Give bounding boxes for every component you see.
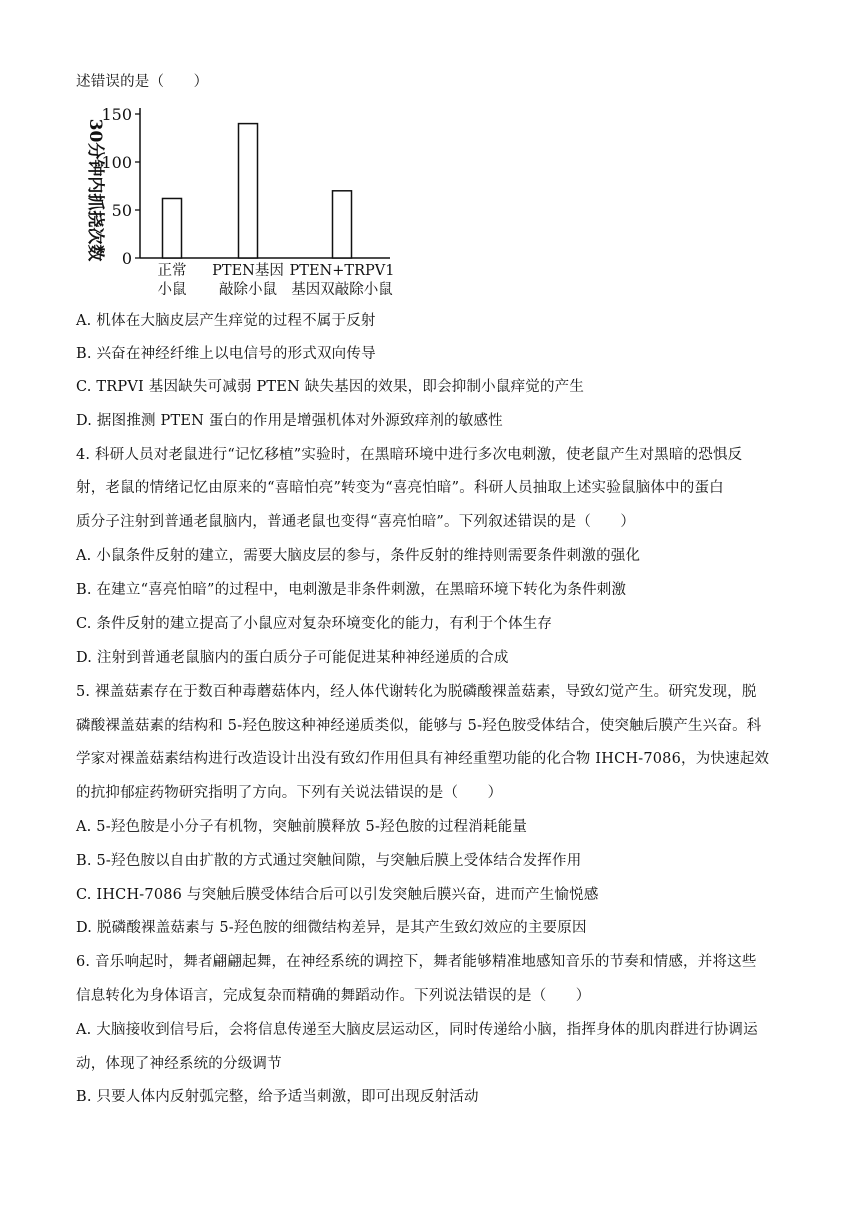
q4-stem-line: 质分子注射到普通老鼠脑内，普通老鼠也变得“喜亮怕暗”。下列叙述错误的是（ ） <box>76 514 636 530</box>
bar <box>163 198 182 258</box>
q5-option-c: C. IHCH-7086 与突触后膜受体结合后可以引发突触后膜兴奋，进而产生愉悦感 <box>76 887 599 903</box>
q5-stem-line: 5. 裸盖菇素存在于数百种毒蘑菇体内，经人体代谢转化为脱磷酸裸盖菇素，导致幻觉产生。研究发现，脱 <box>76 684 757 700</box>
q6-option-a-continued: 动，体现了神经系统的分级调节 <box>76 1056 282 1072</box>
y-axis-title: 30分钟内抓挠次数 <box>85 118 105 262</box>
y-tick-label: 150 <box>101 105 132 124</box>
x-tick-label: 敲除小鼠 <box>219 282 277 298</box>
x-tick-label: 基因双敲除小鼠 <box>291 282 393 298</box>
q3-option-d: D. 据图推测 PTEN 蛋白的作用是增强机体对外源致痒剂的敏感性 <box>76 413 503 429</box>
x-tick-label: 小鼠 <box>157 282 187 298</box>
x-tick-label: 正常 <box>157 263 187 279</box>
q4-stem-line: 4. 科研人员对老鼠进行“记忆移植”实验时，在黑暗环境中进行多次电刺激，使老鼠产生对黑暗的恐惧反 <box>76 447 743 463</box>
q6-option-a: A. 大脑接收到信号后，会将信息传递至大脑皮层运动区，同时传递给小脑，指挥身体的肌肉群进行协调运 <box>76 1022 758 1038</box>
q6-stem-line: 信息转化为身体语言，完成复杂而精确的舞蹈动作。下列说法错误的是（ ） <box>76 988 591 1004</box>
q3-option-b: B. 兴奋在神经纤维上以电信号的形式双向传导 <box>76 346 376 362</box>
q5-stem-line: 的抗抑郁症药物研究指明了方向。下列有关说法错误的是（ ） <box>76 785 503 801</box>
bar <box>239 124 258 258</box>
y-tick-label: 50 <box>111 201 132 220</box>
q5-option-d: D. 脱磷酸裸盖菇素与 5-羟色胺的细微结构差异，是其产生致幻效应的主要原因 <box>76 920 587 936</box>
q5-option-b: B. 5-羟色胺以自由扩散的方式通过突触间隙，与突触后膜上受体结合发挥作用 <box>76 853 582 869</box>
q4-stem-line: 射，老鼠的情绪记忆由原来的“喜暗怕亮”转变为“喜亮怕暗”。科研人员抽取上述实验鼠脑体中的蛋白 <box>76 480 724 496</box>
bar-chart <box>74 98 434 303</box>
q6-stem-line: 6. 音乐响起时，舞者翩翩起舞，在神经系统的调控下，舞者能够精准地感知音乐的节奏和情感，并将这些 <box>76 954 757 970</box>
q4-option-a: A. 小鼠条件反射的建立，需要大脑皮层的参与，条件反射的维持则需要条件刺激的强化 <box>76 548 641 564</box>
q4-option-c: C. 条件反射的建立提高了小鼠应对复杂环境变化的能力，有利于个体生存 <box>76 616 553 632</box>
question-stem-continuation: 述错误的是（ ） <box>76 74 209 90</box>
bar <box>333 191 352 258</box>
y-tick-label: 0 <box>121 249 132 268</box>
x-tick-label: PTEN+TRPV1 <box>289 263 395 279</box>
x-tick-label: PTEN基因 <box>212 263 284 279</box>
q4-option-d: D. 注射到普通老鼠脑内的蛋白质分子可能促进某种神经递质的合成 <box>76 650 509 666</box>
q3-option-a: A. 机体在大脑皮层产生痒觉的过程不属于反射 <box>76 313 376 329</box>
q5-stem-line: 学家对裸盖菇素结构进行改造设计出没有致幻作用但具有神经重塑功能的化合物 IHCH-7086，为快速起效 <box>76 751 770 767</box>
y-tick-label: 100 <box>101 153 132 172</box>
q4-option-b: B. 在建立“喜亮怕暗”的过程中，电刺激是非条件刺激，在黑暗环境下转化为条件刺激 <box>76 582 627 598</box>
q5-stem-line: 磷酸裸盖菇素的结构和 5-羟色胺这种神经递质类似，能够与 5-羟色胺受体结合，使突触后膜产生兴奋。科 <box>76 718 762 734</box>
q3-option-c: C. TRPVI 基因缺失可减弱 PTEN 缺失基因的效果，即会抑制小鼠痒觉的产生 <box>76 379 585 395</box>
q6-option-b: B. 只要人体内反射弧完整，给予适当刺激，即可出现反射活动 <box>76 1089 479 1105</box>
q5-option-a: A. 5-羟色胺是小分子有机物，突触前膜释放 5-羟色胺的过程消耗能量 <box>76 819 528 835</box>
